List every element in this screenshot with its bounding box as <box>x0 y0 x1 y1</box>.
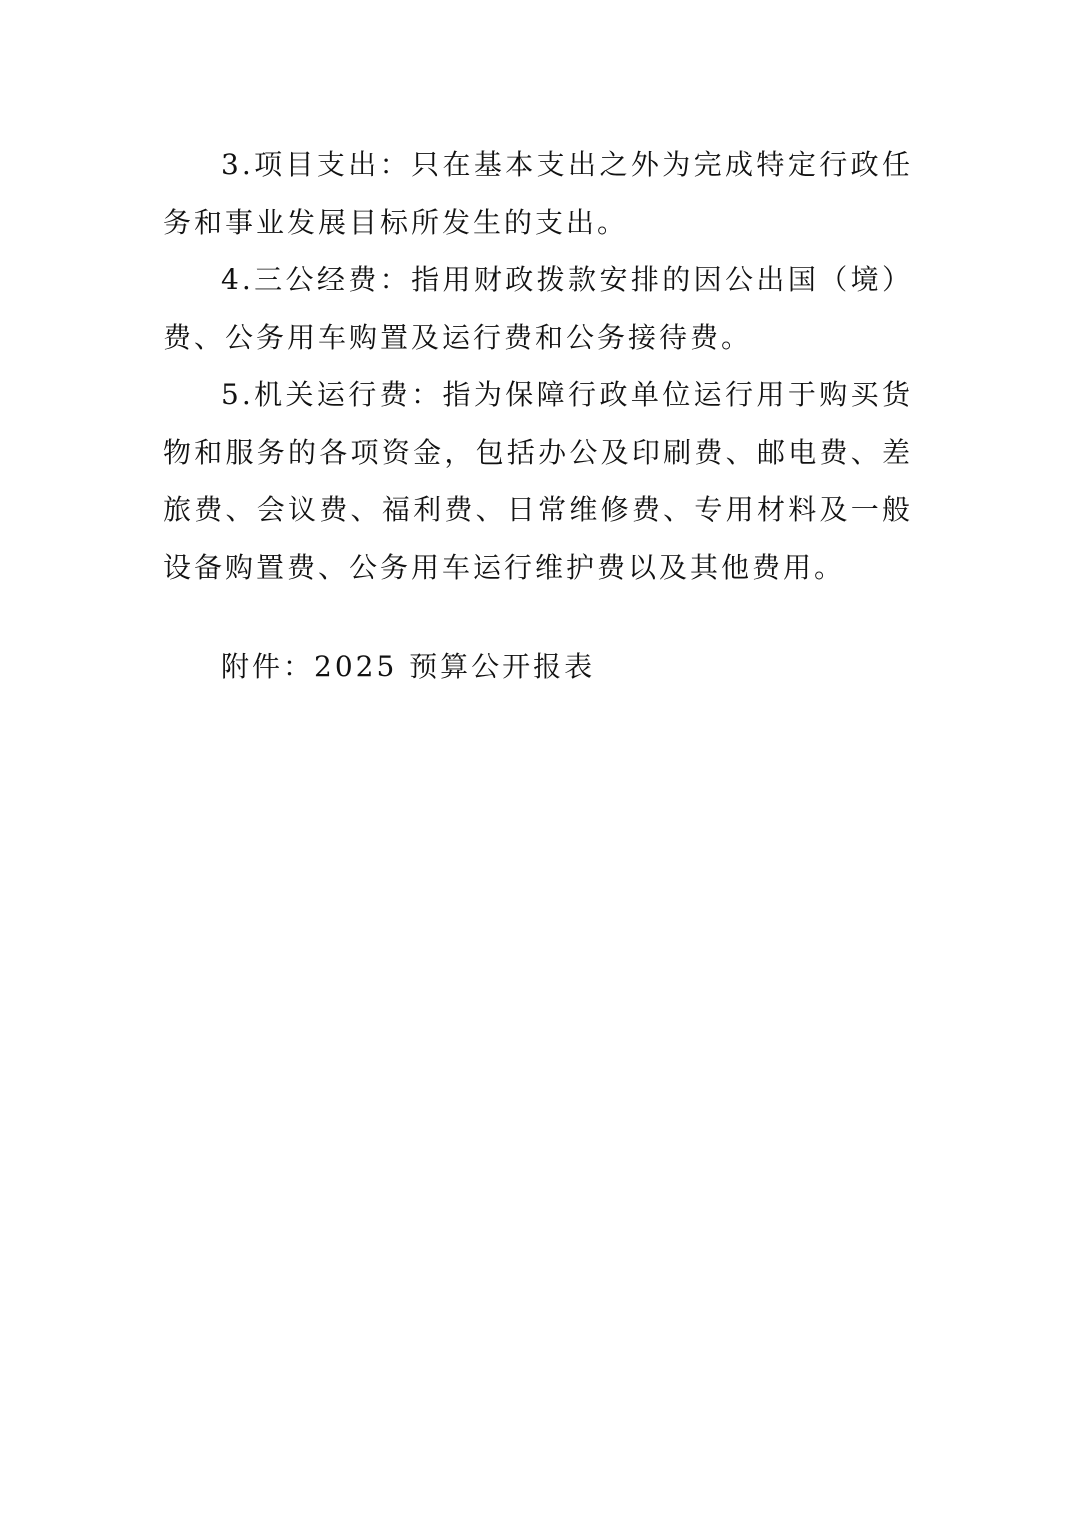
paragraph-project-expenditure: 3.项目支出：只在基本支出之外为完成特定行政任务和事业发展目标所发生的支出。 <box>163 148 913 239</box>
attachment-note: 附件：2025 预算公开报表 <box>221 650 596 683</box>
paragraph-three-public-expenses: 4.三公经费：指用财政拨款安排的因公出国（境）费、公务用车购置及运行费和公务接待费。 <box>163 263 913 354</box>
document-body <box>163 136 913 596</box>
paragraph-agency-operating-expenses: 5.机关运行费：指为保障行政单位运行用于购买货物和服务的各项资金，包括办公及印刷费、邮电费、差旅费、会议费、福利费、日常维修费、专用材料及一般设备购置费、公务用车运行维护费以及其他费用。 <box>163 378 913 584</box>
